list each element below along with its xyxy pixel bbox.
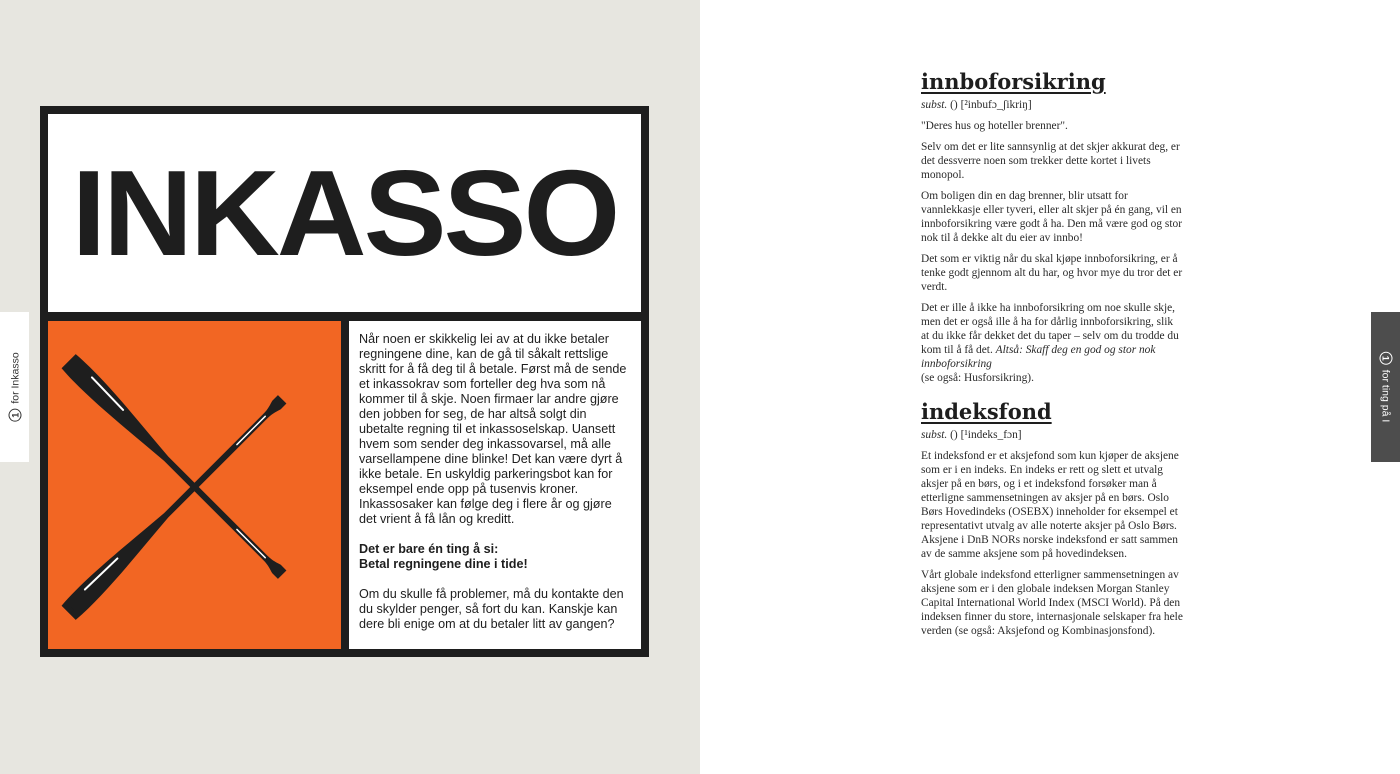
entry-headword: indeksfond (921, 399, 1052, 424)
card-text-box (349, 321, 641, 649)
tab-left-content (8, 352, 21, 421)
part-of-speech: subst. (921, 99, 948, 111)
card-closing: Om du skulle få problemer, må du kontakte den du skylder penger, så fort du kan. Kanskje kan dere bli enige om at du betaler litt av gangen? (359, 587, 624, 631)
inkasso-card (40, 106, 649, 657)
tab-right-label: for ting på I (1379, 369, 1392, 423)
part-of-speech: subst. (921, 429, 948, 441)
entry-italic-advice: Altså: Skaff deg en god og stor nok innboforsikring (921, 344, 1156, 370)
dictionary-column (921, 68, 1183, 645)
see-also: (se også: Husforsikring). (921, 372, 1034, 384)
entry-paragraph: Det som er viktig når du skal kjøpe innboforsikring, er å tenke godt gjennom alt du har, og hvor mye du tror det er verdt. (921, 253, 1183, 293)
entry-paragraph: Et indeksfond er et aksjefond som kun kjøper de aksjene som er i en indeks. En indeks er rett og slett et utvalg aksjer på en børs, og i et indeksfond forsøker man å etterligne sammensetningen av aksjer på en børs. Oslo Børs Hovedindeks (OSEBX) inneholder for eksempel et representativt utvalg av alle noterte aksjer på Oslo Børs. Aksjene i DnB NORs norske indeksfond er satt sammen av de samme aksjene som på hovedindeksen. (921, 450, 1179, 560)
entry-paragraph: "Deres hus og hoteller brenner". (921, 120, 1068, 132)
tab-for-ting-pa-i[interactable] (1371, 312, 1400, 462)
entry-headword: innboforsikring (921, 69, 1106, 94)
circled-number-icon: 1 (8, 409, 21, 422)
entry-indeksfond (921, 398, 1183, 638)
entry-paragraph-text: Det er ille å ikke ha innboforsikring om noe skulle skje, men det er også ille å ha for dårlig innboforsikring, slik at du ikke får dekket det du taper – selv om du trodde du kom til å få det. (921, 302, 1179, 356)
entry-paragraph: Om boligen din en dag brenner, blir utsatt for vannlekkasje eller tyveri, eller alt skjer på én gang, vil en innboforsikring være godt å ha. Den må være god og stor nok til å dekke alt du eier av innbo! (921, 190, 1182, 244)
tab-left-label: for Inkasso (8, 352, 21, 404)
circled-number-icon: 1 (1379, 352, 1392, 365)
illustration-panel (48, 321, 341, 649)
bat-left (61, 392, 290, 621)
crossed-baseball-bats-icon (48, 321, 341, 649)
card-emphasis-line1: Det er bare én ting å si: (359, 542, 499, 556)
bat-right (61, 353, 290, 582)
entry-innboforsikring (921, 68, 1183, 385)
card-emphasis (359, 542, 631, 572)
entry-paragraph: Selv om det er lite sannsynlig at det skjer akkurat deg, er det dessverre noen som trekker dette kortet i livets monopol. (921, 141, 1180, 181)
entry-paragraph-last (921, 301, 1183, 385)
entry-paragraph: Vårt globale indeksfond etterligner sammensetningen av aksjene som er i den globale indeksen Morgan Stanley Capital International World Index (MSCI World). På den indeksen finner du store, internasjonale selskaper fra hele verden (se også: Aksjefond og Kombinasjonsfond). (921, 569, 1183, 637)
entry-meta (921, 428, 1183, 442)
pronunciation: () [²inbufɔ_ʃikriŋ] (950, 99, 1032, 111)
title-box (48, 114, 641, 312)
pronunciation: () [¹indeks_fɔn] (950, 429, 1022, 441)
tab-for-inkasso[interactable] (0, 312, 29, 462)
card-emphasis-line2: Betal regningene dine i tide! (359, 557, 528, 571)
card-title: INKASSO (71, 145, 618, 281)
entry-meta (921, 98, 1183, 112)
tab-right-content (1379, 352, 1392, 423)
card-body: Når noen er skikkelig lei av at du ikke betaler regningene dine, kan de gå til såkalt rettslige skritt for å få deg til å betale. Først må de sende et inkassokrav som forteller deg hva som nå kommer til å skje. Noen firmaer lar andre gjøre den jobben for seg, de har altså solgt din ubetalte regning til et inkassoselskap. Uansett hvem som sender deg inkassovarsel, må alle varsellampene dine blinke! Det kan være dyrt å ikke betale. En uskyldig parkeringsbot kan for eksempel ende opp på tusenvis kroner. Inkassosaker kan følge deg i flere år og gjøre det vrient å få lån og kreditt. (359, 332, 627, 526)
